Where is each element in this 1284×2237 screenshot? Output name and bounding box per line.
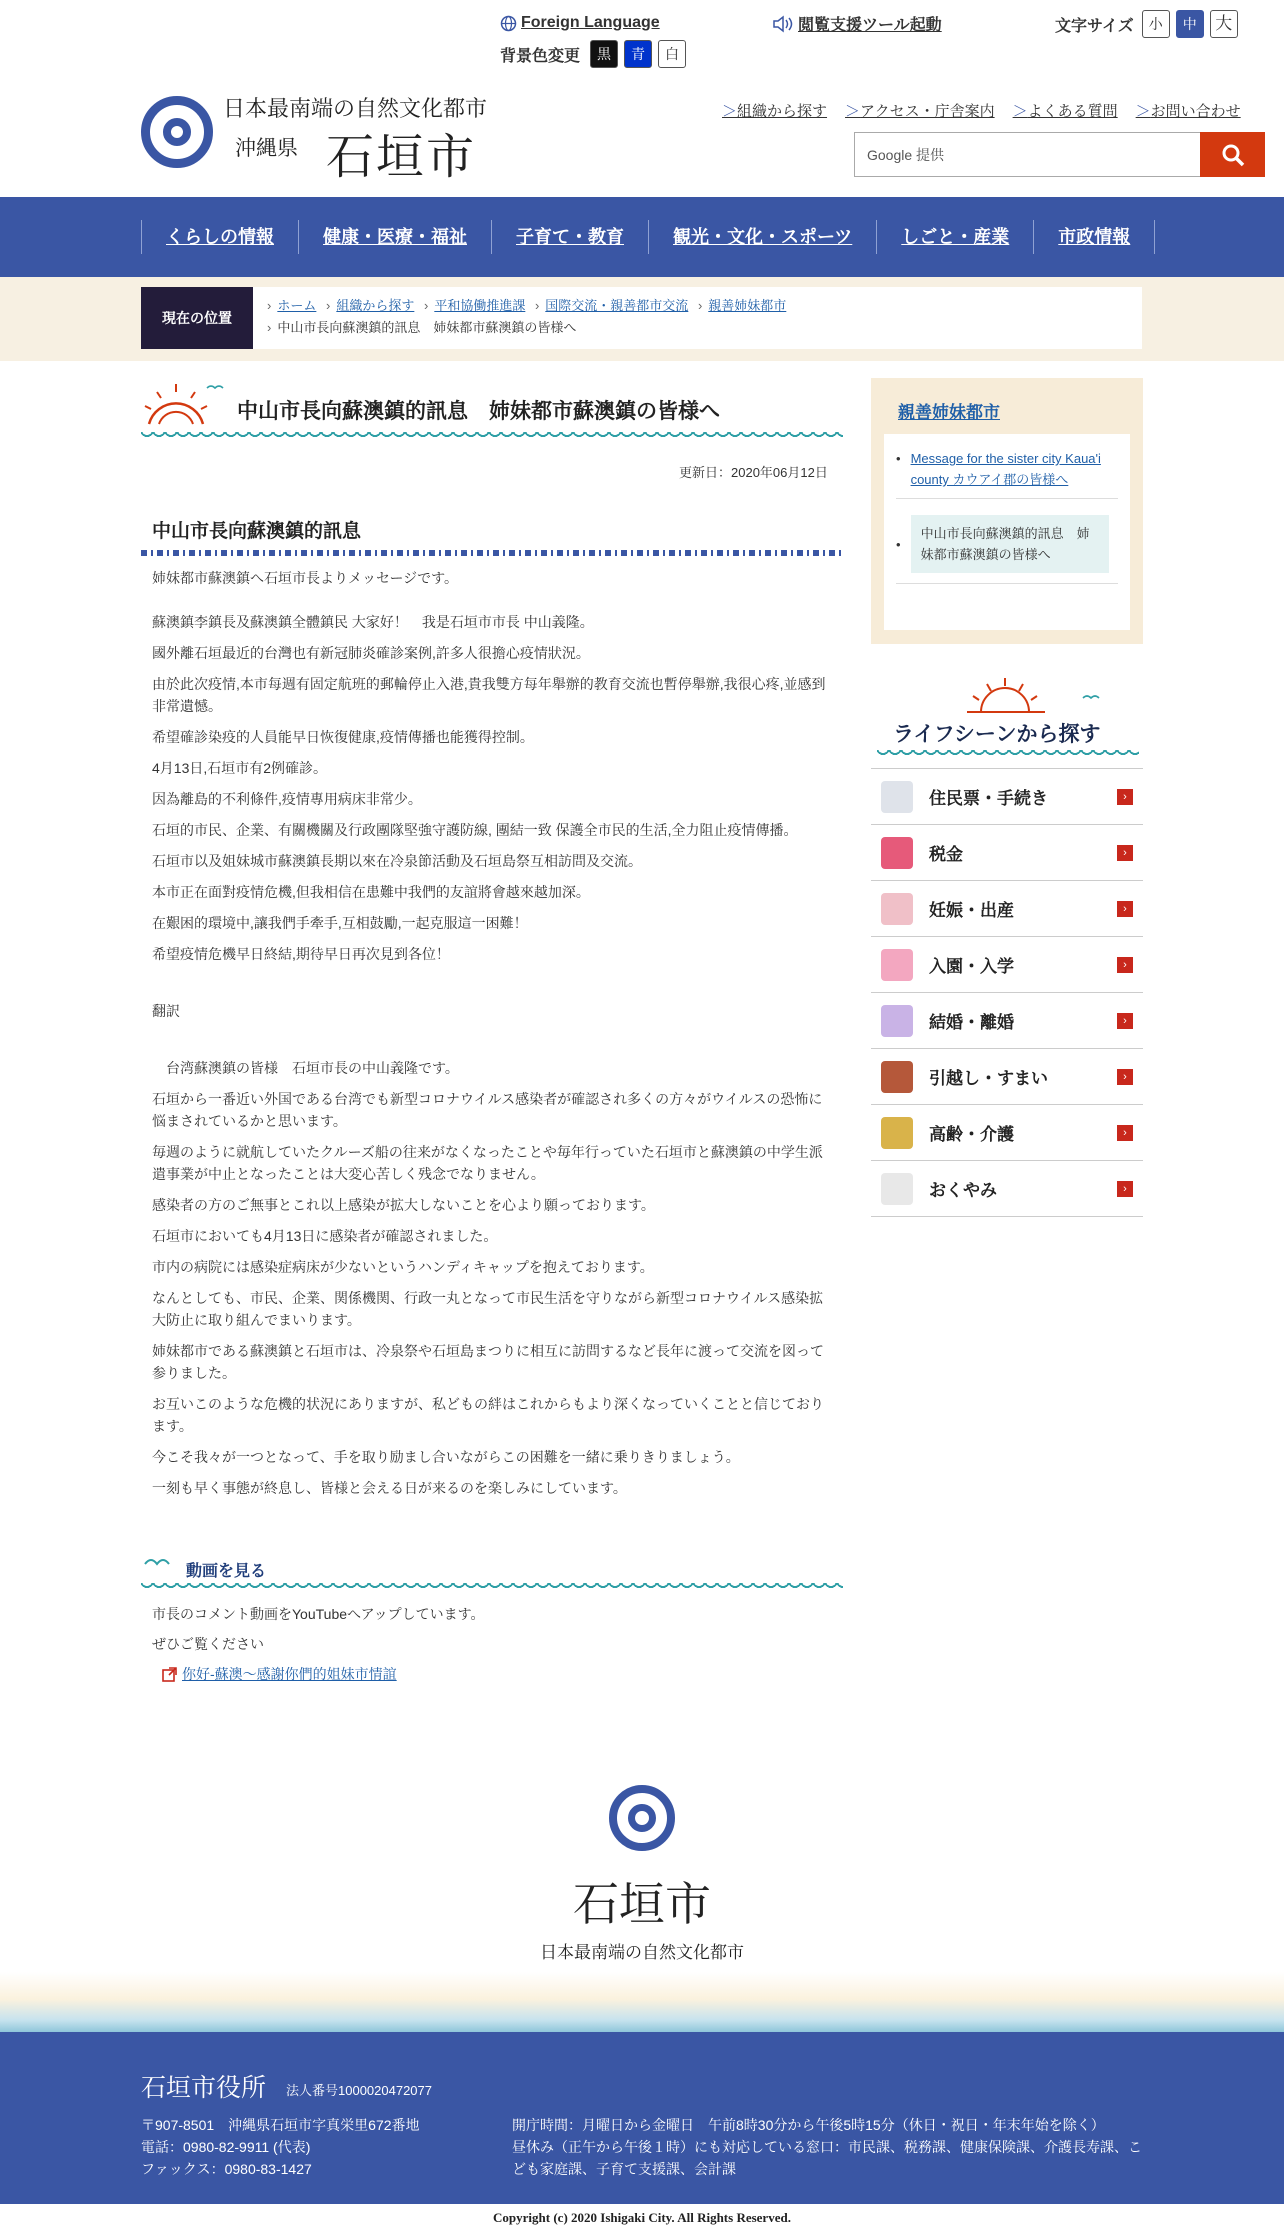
japanese-paragraph: 石垣市においても4月13日に感染者が確認されました。 [152,1228,498,1244]
logo-tagline: 日本最南端の自然文化都市 [223,97,488,122]
life-scene-wave-divider [877,750,1139,758]
life-scene-label: 税金 [929,845,963,864]
japanese-paragraph: 石垣から一番近い外国である台湾でも新型コロナウイルス感染者が確認され多くの方々がウイルスの恐怖に悩まされているかと思います。 [152,1091,823,1129]
sidebar-link-kauai[interactable]: • Message for the sister city Kaua'i county カウアイ郡の皆様へ [896,451,1101,487]
sidebar-current-page: 中山市長向蘇澳鎮的訊息 姉妹都市蘇澳鎮の皆様へ [911,515,1109,573]
title-wave-divider [141,432,843,440]
speaker-icon [772,15,794,33]
chinese-paragraph: 石垣市以及姐妹城市蘇澳鎮長期以來在冷泉節活動及石垣島祭互相訪問及交流。 [152,853,642,869]
footer-office-name: 石垣市役所 [141,2074,267,2102]
video-text-1: 市長のコメント動画をYouTubeへアップしています。 [152,1606,485,1622]
footer-logo-city: 石垣市 [573,1877,711,1931]
chevron-right-icon: › [1117,901,1133,917]
chevron-right-icon: › [1117,1013,1133,1029]
nav-health[interactable]: 健康・医療・福祉 [298,220,491,254]
nav-work[interactable]: しごと・産業 [876,220,1033,254]
search-placeholder: Google 提供 [867,146,945,163]
article-heading: 中山市長向蘇澳鎮的訊息 [152,521,362,542]
breadcrumb-intl[interactable]: 国際交流・親善都市交流 [545,298,689,313]
japanese-message [152,1057,832,1499]
chinese-paragraph: 希望疫情危機早日終結,期待早日再次見到各位！ [152,946,450,962]
page-title: 中山市長向蘇澳鎮的訊息 姉妹都市蘇澳鎮の皆様へ [237,400,720,423]
life-scene-item[interactable] [871,769,1143,825]
font-size-small-button[interactable]: 小 [1142,10,1170,38]
chinese-paragraph: 因為離島的不利條件,疫情專用病床非常少。 [152,791,422,807]
life-scene-item[interactable] [871,1161,1143,1217]
search-icon [1221,143,1245,167]
nav-tourism[interactable]: 観光・文化・スポーツ [648,220,876,254]
search-button[interactable] [1200,132,1265,177]
document-icon [881,781,913,813]
city-emblem-icon [141,96,213,168]
chevron-right-icon: › [1117,1125,1133,1141]
japanese-paragraph: 感染者の方のご無事とこれ以上感染が拡大しないことを心より願っております。 [152,1197,655,1213]
breadcrumb-current: 中山市長向蘇澳鎮的訊息 姉妹都市蘇澳鎮の皆様へ [277,320,577,335]
chinese-paragraph: 石垣的市民、企業、有關機關及行政團隊堅強守護防線, 團結一致 保護全市民的生活,全力阻止疫情傳播。 [152,822,798,838]
footer-logo-tagline: 日本最南端の自然文化都市 [540,1943,744,1963]
contact-link[interactable]: ＞お問い合わせ [1135,103,1241,120]
life-scene-title: ライフシーンから探す [893,723,1101,746]
life-scene-item[interactable] [871,825,1143,881]
life-scene-label: おくやみ [929,1181,997,1200]
search-input[interactable] [854,132,1201,177]
top-links [722,100,1241,121]
life-scene-label: 妊娠・出産 [929,901,1014,920]
wheelchair-icon [881,1117,913,1149]
nav-city-info[interactable]: 市政情報 [1033,220,1155,254]
life-scene-label: 結婚・離婚 [929,1013,1014,1032]
sea-decoration [0,1972,1284,2032]
org-search-link[interactable]: ＞組織から探す [722,103,828,120]
bird-icon [141,1552,181,1572]
heading-dotted-divider [141,550,843,556]
bg-black-button[interactable]: 黒 [590,40,618,68]
font-size-large-button[interactable]: 大 [1210,10,1238,38]
footer-lunch: 昼休み（正午から午後１時）にも対応している窓口：市民課、税務課、健康保険課、介護長寿課、こども家庭課、子育て支援課、会計課 [512,2139,1142,2177]
footer-hours: 開庁時間：月曜日から金曜日 午前8時30分から午後5時15分（休日・祝日・年末年始を除く） [512,2117,1105,2133]
copyright: Copyright (c) 2020 Ishigaki City. All Rights Reserved. [493,2210,791,2225]
font-size-medium-button[interactable]: 中 [1176,10,1204,38]
video-text-2: ぜひご覧ください [152,1636,264,1652]
life-scene-label: 住民票・手続き [929,789,1048,808]
chinese-paragraph: 4月13日,石垣市有2例確診。 [152,760,328,776]
footer [0,2032,1284,2204]
life-scene-label: 高齢・介護 [929,1125,1014,1144]
video-link[interactable] [162,1664,397,1684]
video-heading: 動画を見る [186,1563,267,1580]
nav-living[interactable]: くらしの情報 [141,220,298,254]
global-nav [0,197,1284,277]
japanese-paragraph: お互いこのような危機的状況にありますが、私どもの絆はこれからもより深くなっていくことと信じております。 [152,1396,824,1434]
footer-address: 〒907-8501 沖縄県石垣市字真栄里672番地 [141,2117,420,2133]
japanese-paragraph: 市内の病院には感染症病床が少ないというハンディキャップを抱えております。 [152,1259,654,1275]
foreign-language-label: Foreign Language [521,14,660,31]
life-scene-sunrise-icon [965,676,1115,716]
logo-prefecture: 沖縄県 [235,136,298,160]
japanese-paragraph: 毎週のように就航していたクルーズ船の往来がなくなったことや毎年行っていた石垣市と蘇澳鎮の中学生派遣事業が中止となったことは大変心苦しく残念でなりません。 [152,1144,823,1182]
life-scene-label: 入園・入学 [929,957,1014,976]
life-scene-item[interactable] [871,937,1143,993]
translation-label: 翻訳 [152,1003,180,1019]
japanese-paragraph: なんとしても、市民、企業、関係機関、行政一丸となって市民生活を守りながら新型コロナウイルス感染拡大防止に取り組んでまいります。 [152,1290,824,1328]
bg-color-label: 背景色変更 [500,47,581,65]
globe-icon [500,15,517,32]
logo-city: 石垣市 [326,129,477,185]
breadcrumb-peace[interactable]: 平和協働推進課 [434,298,526,313]
life-scene-item[interactable] [871,881,1143,937]
chevron-right-icon: › [1117,845,1133,861]
life-scene-item[interactable] [871,1049,1143,1105]
nav-childcare[interactable]: 子育て・教育 [491,220,648,254]
japanese-paragraph: 台湾蘇澳鎮の皆様 石垣市長の中山義隆です。 [152,1060,459,1076]
footer-tel: 電話：0980-82-9911 (代表) [141,2139,311,2155]
article-body [152,567,832,1508]
sunrise-icon [141,380,236,430]
breadcrumb-label: 現在の位置 [141,287,253,349]
chevron-right-icon: › [1117,1069,1133,1085]
life-scene-item[interactable] [871,993,1143,1049]
japanese-paragraph: 一刻も早く事態が終息し、皆様と会える日が来るのを楽しみにしています。 [152,1480,627,1496]
footer-corp-number: 法人番号1000020472077 [286,2083,432,2098]
bg-blue-button[interactable]: 青 [624,40,652,68]
footer-hours-block [512,2114,1144,2180]
life-scene-label: 引越し・すまい [929,1069,1048,1088]
japanese-paragraph: 姉妹都市である蘇澳鎮と石垣市は、冷泉祭や石垣島まつりに相互に訪問するなど長年に渡って交流を図って参りました。 [152,1343,824,1381]
access-link[interactable]: ＞アクセス・庁舎案内 [845,103,995,120]
bg-white-button[interactable]: 白 [658,40,686,68]
chinese-paragraph: 在艱困的環境中,讓我們手牽手,互相鼓勵,一起克服這一困難！ [152,915,528,931]
chinese-paragraph: 蘇澳鎮李鎮長及蘇澳鎮全體鎮民 大家好！ 我是石垣市市長 中山義隆。 [152,614,594,630]
reading-tool-link[interactable] [772,12,942,35]
chinese-paragraph: 本市正在面對疫情危機,但我相信在患難中我們的友誼將會越來越加深。 [152,884,590,900]
purse-icon [881,837,913,869]
updated-date: 更新日：2020年06月12日 [679,465,828,480]
footer-emblem-icon [609,1785,675,1851]
life-scene-item[interactable] [871,1105,1143,1161]
japanese-paragraph: 今こそ我々が一つとなって、手を取り励まし合いながらこの困難を一緒に乗りきりましょう。 [152,1449,740,1465]
house-icon [881,1061,913,1093]
life-scene-list [871,768,1143,1217]
chevron-right-icon: › [1117,1181,1133,1197]
breadcrumb-sister[interactable]: 親善姉妹都市 [708,298,787,313]
sister-city-panel: 親善姉妹都市 • Message for the sister city Kaua'i county カウアイ郡の皆様へ • 中山市長向蘇澳鎮的訊息 姉妹都市蘇澳鎮の皆様へ [871,378,1143,644]
breadcrumb-home[interactable]: ホーム [277,298,317,313]
video-link-label: 你好-蘇澳～感謝你們的姐妹市情誼 [182,1666,397,1682]
breadcrumb: › ホーム › 組織から探す › 平和協働推進課 › 国際交流・親善都市交流 › 親善姉妹都市 › 中山市長向蘇澳鎮的訊息 姉妹都市蘇澳鎮の皆様へ [253,287,1142,349]
reading-tool-label: 閲覧支援ツール起動 [798,17,942,34]
chinese-paragraph: 希望確診染疫的人員能早日恢復健康,疫情傳播也能獲得控制。 [152,729,534,745]
footer-address-block [141,2114,420,2180]
flower-icon [881,949,913,981]
breadcrumb-org[interactable]: 組織から探す [336,298,415,313]
chinese-paragraph: 由於此次疫情,本市每週有固定航班的郵輪停止入港,貴我雙方每年舉辦的教育交流也暫停舉辦,我很心疼,並感到非常遺憾。 [152,676,826,714]
sister-city-panel-title[interactable]: 親善姉妹都市 [898,403,1000,422]
chevron-right-icon: › [1117,789,1133,805]
site-logo[interactable] [141,92,511,185]
font-size-label: 文字サイズ [1055,17,1134,35]
condolence-icon [881,1173,913,1205]
bouquet-icon [881,1005,913,1037]
chinese-paragraph: 國外離石垣最近的台灣也有新冠肺炎確診案例,許多人很擔心疫情狀況。 [152,645,590,661]
faq-link[interactable]: ＞よくある質問 [1012,103,1118,120]
footer-fax: ファックス：0980-83-1427 [141,2161,312,2177]
external-link-icon [162,1666,178,1682]
video-wave-divider [141,1583,843,1591]
chinese-message [152,611,832,965]
foreign-language-link[interactable] [500,14,660,32]
baby-icon [881,893,913,925]
intro-text: 姉妹都市蘇澳鎮へ石垣市長よりメッセージです。 [152,570,459,586]
chevron-right-icon: › [1117,957,1133,973]
